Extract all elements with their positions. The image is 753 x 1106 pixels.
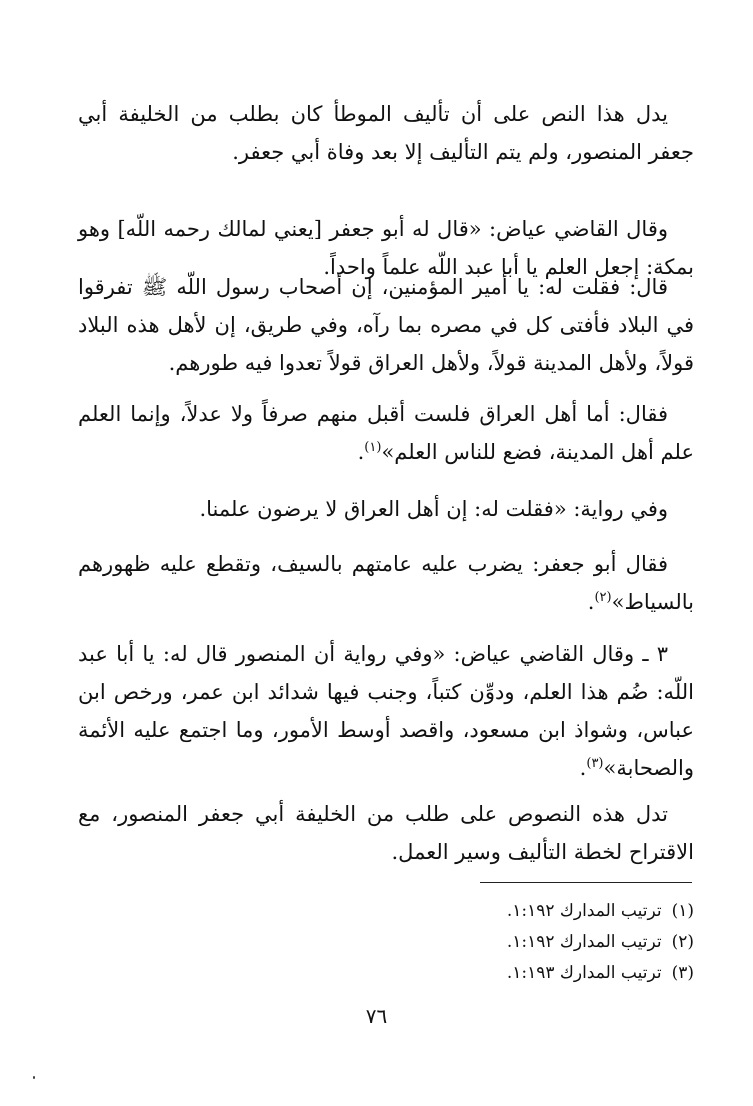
paragraph-7-text: ٣ ـ وقال القاضي عياض: «وفي رواية أن المنصور قال له: يا أبا عبد اللّه: ضُم هذا العلم، ودوِّن كتباً، وجنب فيها شدائد ابن عمر، ورخص ابن عباس، وشواذ ابن مسعود، واقصد أوسط الأمور، وما اجتمع عليه الأئمة والصحابة» xyxy=(78,642,694,780)
paragraph-1 xyxy=(78,95,694,171)
footnote-1-text: ترتيب المدارك ١:١٩٢. xyxy=(506,901,662,921)
page-number: ٧٦ xyxy=(365,1004,388,1028)
footnote-3-number: (٣) xyxy=(671,963,694,983)
scan-speck xyxy=(33,1076,35,1079)
paragraph-8 xyxy=(78,795,694,871)
footnote-ref-3[interactable]: (٣) xyxy=(586,756,604,771)
paragraph-1-text: يدل هذا النص على أن تأليف الموطأ كان بطلب من الخليفة أبي جعفر المنصور، ولم يتم التأليف إلا بعد وفاة أبي جعفر. xyxy=(78,102,694,164)
paragraph-6-trail: . xyxy=(587,590,595,614)
paragraph-6-text: فقال أبو جعفر: يضرب عليه عامتهم بالسيف، وتقطع عليه ظهورهم بالسياط» xyxy=(78,552,694,614)
paragraph-8-text: تدل هذه النصوص على طلب من الخليفة أبي جعفر المنصور، مع الاقتراح لخطة التأليف وسير العمل. xyxy=(78,802,694,864)
paragraph-7-trail: . xyxy=(579,756,587,780)
paragraph-4-trail: . xyxy=(357,440,365,464)
paragraph-6 xyxy=(78,545,694,621)
footnotes xyxy=(78,896,694,989)
footnote-divider xyxy=(480,882,692,883)
footnote-2-number: (٢) xyxy=(671,932,694,952)
paragraph-4-text: فقال: أما أهل العراق فلست أقبل منهم صرفاً ولا عدلاً، وإنما العلم علم أهل المدينة، فضع للناس العلم» xyxy=(78,402,694,464)
footnote-1 xyxy=(78,896,694,927)
footnote-2 xyxy=(78,927,694,958)
paragraph-3-text: قال: فقلت له: يا أمير المؤمنين، إن أصحاب رسول اللّه ﷺ تفرقوا في البلاد فأفتى كل في مصره بما رآه، وفي طريق، إن لأهل هذه البلاد قولاً، ولأهل المدينة قولاً، ولأهل العراق قولاً تعدوا فيه طورهم. xyxy=(78,275,694,375)
paragraph-3 xyxy=(78,268,694,382)
paragraph-5 xyxy=(78,490,694,528)
footnote-3 xyxy=(78,958,694,989)
paragraph-2-text: وقال القاضي عياض: «قال له أبو جعفر [يعني لمالك رحمه اللّه] وهو بمكة: إجعل العلم يا أبا عبد اللّه علماً واحداً. xyxy=(78,217,694,279)
footnote-ref-2[interactable]: (٢) xyxy=(594,590,612,605)
footnote-1-number: (١) xyxy=(671,901,694,921)
footnote-2-text: ترتيب المدارك ١:١٩٢. xyxy=(506,932,662,952)
footnote-ref-1[interactable]: (١) xyxy=(364,440,382,455)
paragraph-4 xyxy=(78,395,694,471)
paragraph-7 xyxy=(78,635,694,787)
footnote-3-text: ترتيب المدارك ١:١٩٣. xyxy=(506,963,662,983)
paragraph-5-text: وفي رواية: «فقلت له: إن أهل العراق لا يرضون علمنا. xyxy=(199,497,668,521)
